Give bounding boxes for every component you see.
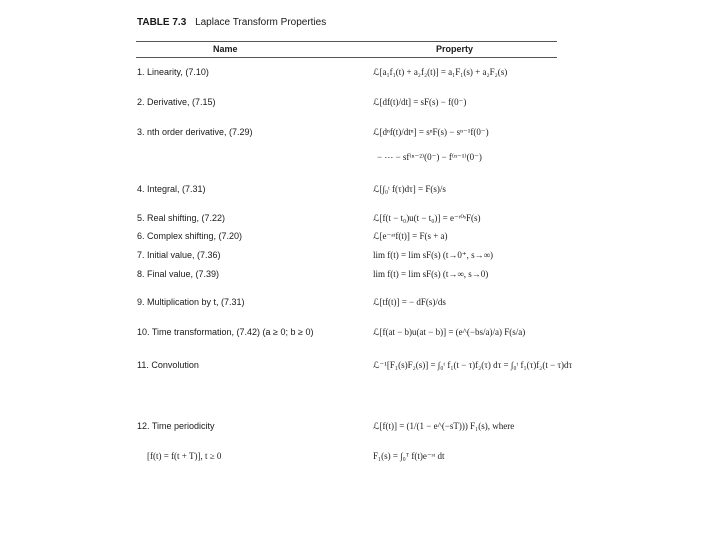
row-4-name: 4. Integral, (7.31) <box>137 184 206 194</box>
table-title: Laplace Transform Properties <box>195 17 327 28</box>
row-10-property: ℒ[f(at − b)u(at − b)] = (e^(−bs/a)/a) F(s/a) <box>373 327 526 337</box>
row-8-name: 8. Final value, (7.39) <box>137 269 220 279</box>
row-9-name: 9. Multiplication by t, (7.31) <box>137 297 245 307</box>
row-2-property: ℒ[df(t)/dt] = sF(s) − f(0⁻) <box>373 97 467 107</box>
row-7-property: lim f(t) = lim sF(s) (t→0⁺, s→∞) <box>373 250 493 260</box>
top-rule <box>136 41 557 42</box>
row-12-property: ℒ[f(t)] = (1/(1 − e^(−sT))) F₁(s), where <box>373 421 515 431</box>
row-12-definition: F₁(s) = ∫₀ᵀ f(t)e⁻ˢᵗ dt <box>373 451 445 461</box>
row-11-property: ℒ⁻¹[F₁(s)F₂(s)] = ∫₀ᵗ f₁(t − τ)f₂(τ) dτ = ∫₀ᵗ f₁(τ)f₂(t − τ)dτ <box>373 360 573 370</box>
row-3-property: ℒ[dⁿf(t)/dtⁿ] = sⁿF(s) − sⁿ⁻¹f(0⁻) <box>373 127 489 137</box>
row-9-property: ℒ[tf(t)] = − dF(s)/ds <box>373 297 446 307</box>
row-6-name: 6. Complex shifting, (7.20) <box>137 231 243 241</box>
row-3-name: 3. nth order derivative, (7.29) <box>137 127 253 137</box>
row-3-property-continued: − ⋯ − sf⁽ⁿ⁻²⁾(0⁻) − f⁽ⁿ⁻¹⁾(0⁻) <box>377 152 482 162</box>
row-10-name: 10. Time transformation, (7.42) (a ≥ 0; b ≥ 0) <box>137 327 314 337</box>
row-5-property: ℒ[f(t − t₀)u(t − t₀)] = e⁻ᵗ⁰ˢF(s) <box>373 213 481 223</box>
row-7-name: 7. Initial value, (7.36) <box>137 250 221 260</box>
table-number: TABLE 7.3 <box>137 17 187 28</box>
column-header-name: Name <box>213 44 238 54</box>
row-4-property: ℒ[∫₀ᵗ f(τ)dτ] = F(s)/s <box>373 184 446 194</box>
row-2-name: 2. Derivative, (7.15) <box>137 97 216 107</box>
row-8-property: lim f(t) = lim sF(s) (t→∞, s→0) <box>373 269 489 279</box>
row-1-name: 1. Linearity, (7.10) <box>137 67 209 77</box>
header-rule <box>136 57 557 58</box>
column-header-property: Property <box>436 44 474 54</box>
row-12-name: 12. Time periodicity <box>137 421 215 431</box>
row-6-property: ℒ[e⁻ᵃᵗf(t)] = F(s + a) <box>373 231 448 241</box>
row-12-condition: [f(t) = f(t + T)], t ≥ 0 <box>147 451 222 461</box>
row-5-name: 5. Real shifting, (7.22) <box>137 213 226 223</box>
table-caption <box>137 17 326 28</box>
row-11-name: 11. Convolution <box>137 360 199 370</box>
row-1-property: ℒ[a₁f₁(t) + a₂f₂(t)] = a₁F₁(s) + a₂F₂(s) <box>373 67 508 77</box>
